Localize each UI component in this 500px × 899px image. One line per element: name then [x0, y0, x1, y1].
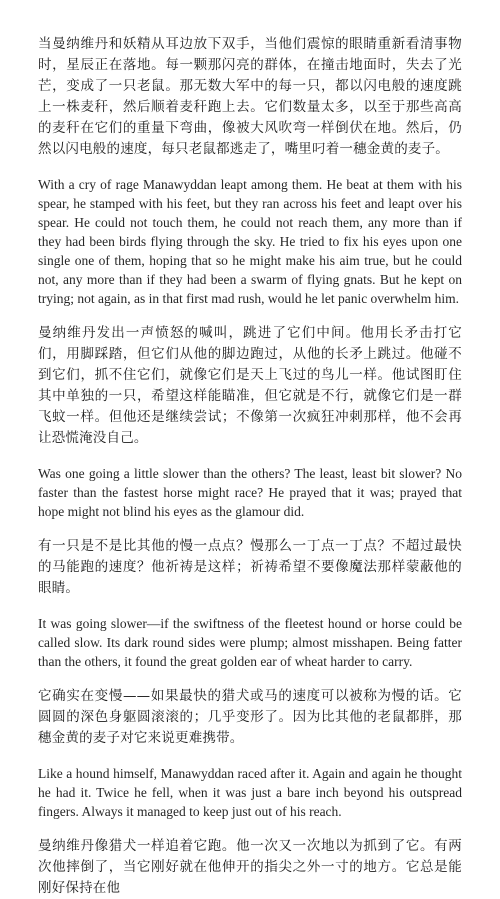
paragraph-zh: 曼纳维丹发出一声愤怒的喊叫，跳进了它们中间。他用长矛击打它们，用脚踩踏，但它们从他的脚边跑过，从他的长矛上跳过。他碰不到它们，抓不住它们，就像它们是天上飞过的鸟儿一样。他试图盯住其中单独的一只，希望这样能瞄准，但它就是不行，就像它们是一群飞蚊一样。但他还是继续尝试；不像第一次疯狂冲刺那样，他不会再让恐慌淹没自己。: [38, 325, 462, 446]
paragraph-zh: 有一只是不是比其他的慢一点点？慢那么一丁点一丁点？不超过最快的马能跑的速度？他祈祷是这样；祈祷希望不要像魔法那样蒙蔽他的眼睛。: [38, 538, 462, 596]
paragraph-en: Like a hound himself, Manawyddan raced after it. Again and again he thought he had it. Twice he fell, when it was just a bare inch beyond his outspread fingers. Always it managed to keep just out of his reach.: [38, 766, 462, 819]
paragraph-en: With a cry of rage Manawyddan leapt among them. He beat at them with his spear, he stamped with his feet, but they ran across his feet and leapt over his spear. He could not touch them, he could not reach them, any more than if they had been birds flying through the sky. He tried to fix his eyes upon one single one of them, hoping that so he might make his aim true, but he could not, any more than if they had been a swarm of flying gnats. But he kept on trying; not again, as in that first mad rush, would he let panic overwhelm him.: [38, 177, 462, 306]
paragraph-en: Was one going a little slower than the others? The least, least bit slower? No faster than the fastest horse might race? He prayed that it was; prayed that hope might not blind his eyes as the glamour did.: [38, 466, 462, 519]
paragraph-zh: 当曼纳维丹和妖精从耳边放下双手，当他们震惊的眼睛重新看清事物时，星辰正在落地。每一颗那闪亮的群体，在撞击地面时，失去了光芒，变成了一只老鼠。那无数大军中的每一只，都以闪电般的速度跳上一株麦秆，然后顺着麦秆跑上去。它们数量太多，以至于那些高高的麦秆在它们的重量下弯曲，像被大风吹弯一样倒伏在地。然后，仍然以闪电般的速度，每只老鼠都逃走了，嘴里叼着一穗金黄的麦子。: [38, 36, 462, 157]
paragraph-zh: 它确实在变慢——如果最快的猎犬或马的速度可以被称为慢的话。它圆圆的深色身躯圆滚滚的；几乎变形了。因为比其他的老鼠都胖，那穗金黄的麦子对它来说更难携带。: [38, 688, 462, 746]
paragraph-en: It was going slower—if the swiftness of the fleetest hound or horse could be called slow. Its dark round sides were plump; almost misshapen. Being fatter than the others, it found the great golden ear of wheat harder to carry.: [38, 616, 462, 669]
paragraph-zh: 曼纳维丹像猎犬一样追着它跑。他一次又一次地以为抓到了它。有两次他摔倒了，当它刚好就在他伸开的指尖之外一寸的地方。它总是能刚好保持在他: [38, 838, 462, 896]
